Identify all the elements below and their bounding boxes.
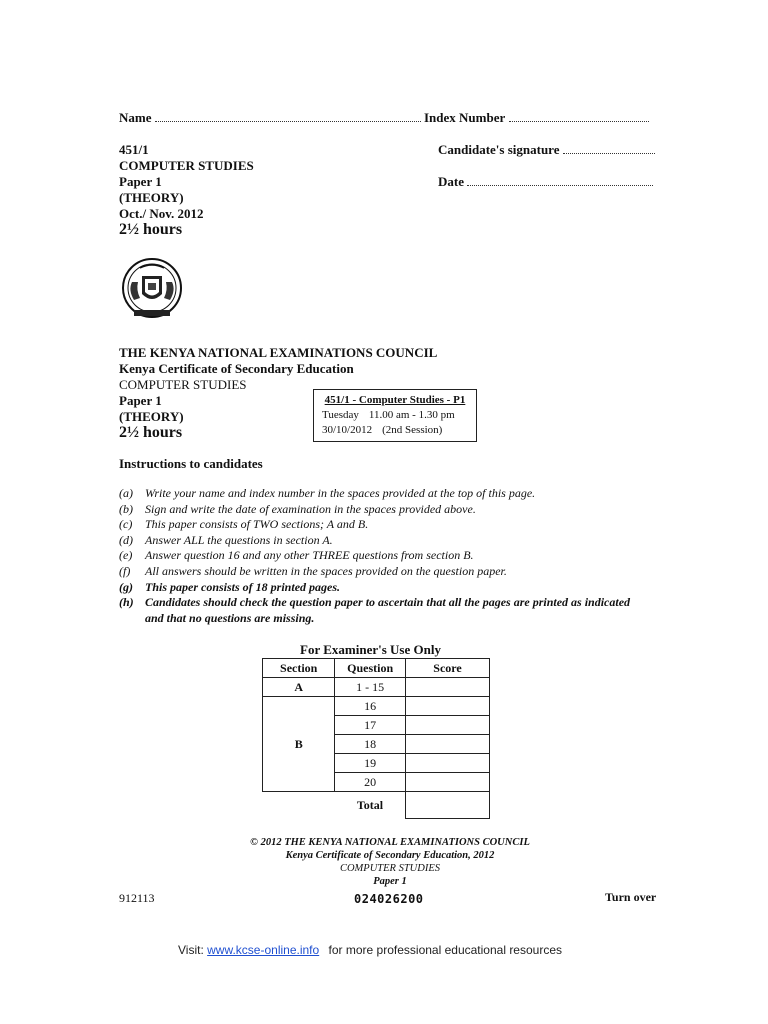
footer-subject: COMPUTER STUDIES (339, 863, 441, 874)
name-dots (155, 110, 421, 122)
total-label: Total (356, 797, 384, 812)
question-cell: 19 (335, 754, 406, 773)
coat-of-arms-logo (120, 256, 184, 326)
instruction-item: (a) Write your name and index number in the spaces provided at the top of this page. (119, 486, 536, 500)
section-a-cell: A (263, 678, 335, 697)
instructions-list (119, 486, 639, 626)
score-cell (405, 773, 489, 792)
instruction-item: (c) This paper consists of TWO sections; A and B. (119, 517, 369, 532)
table-row (263, 697, 490, 716)
table-header-row (263, 659, 490, 678)
timetable-date: 30/10/2012 (322, 424, 373, 436)
col-header-question: Question (335, 659, 406, 678)
promo-prefix: Visit: (178, 943, 204, 957)
promo-suffix: for more professional educational resources (328, 943, 563, 957)
signature-label: Candidate's signature (438, 142, 560, 157)
date-dots (467, 174, 653, 186)
promo-line (178, 943, 562, 957)
turn-over-label: Turn over (605, 890, 657, 904)
instruction-item: (g) This paper consists of 18 printed pages. (119, 579, 341, 594)
instruction-item: (b) Sign and write the date of examination in the spaces provided above. (119, 501, 476, 516)
paper-type: (THEORY) (119, 190, 184, 205)
question-cell: 16 (335, 697, 406, 716)
paper-duration: 2½ hours (119, 221, 183, 238)
section-b-cell: B (263, 697, 335, 792)
instruction-item: (f) All answers should be written in the spaces provided on the question paper. (119, 563, 507, 578)
timetable-day: Tuesday (322, 409, 359, 421)
col-header-section: Section (263, 659, 335, 678)
paper-info (119, 142, 254, 238)
paper-number: Paper 1 (119, 174, 162, 189)
col-header-score: Score (405, 659, 489, 678)
paper-session: Oct./ Nov. 2012 (119, 206, 204, 221)
score-cell (405, 735, 489, 754)
council-certificate: Kenya Certificate of Secondary Education (119, 361, 354, 376)
promo-link[interactable]: www.kcse-online.info (207, 943, 320, 957)
instructions-heading: Instructions to candidates (119, 456, 263, 471)
footer-certificate: Kenya Certificate of Secondary Education, 2012 (285, 850, 495, 861)
score-cell (405, 678, 489, 697)
score-cell (405, 754, 489, 773)
examiner-table-title: For Examiner's Use Only (300, 642, 441, 657)
council-subject: COMPUTER STUDIES (119, 377, 247, 392)
name-label: Name (119, 110, 152, 125)
footer-paper: Paper 1 (373, 876, 407, 887)
name-field (119, 110, 649, 126)
index-number-dots (509, 110, 649, 122)
instruction-item: (d) Answer ALL the questions in section A. (119, 532, 333, 547)
timetable-time: 11.00 am - 1.30 pm (368, 409, 455, 421)
question-cell: 1 - 15 (335, 678, 406, 697)
index-number-label: Index Number (424, 110, 506, 125)
examiner-score-table (262, 658, 490, 819)
instruction-item: (h) Candidates should check the question paper to ascertain that all the pages are printed as indicated and that no questions are missing. (119, 595, 631, 625)
score-cell (405, 716, 489, 735)
footer-copyright: © 2012 THE KENYA NATIONAL EXAMINATIONS COUNCIL (250, 837, 530, 848)
score-cell (405, 697, 489, 716)
instruction-item: (e) Answer question 16 and any other THREE questions from section B. (119, 548, 474, 563)
footer-block (200, 836, 580, 888)
question-cell: 17 (335, 716, 406, 735)
question-cell: 18 (335, 735, 406, 754)
timetable-title: 451/1 - Computer Studies - P1 (324, 394, 466, 406)
barcode-number: 024026200 (354, 892, 424, 906)
date-field (438, 174, 653, 190)
timetable-session: (2nd Session) (382, 424, 443, 436)
date-label: Date (438, 174, 464, 189)
signature-field (438, 142, 655, 158)
council-duration: 2½ hours (119, 424, 183, 441)
question-cell: 20 (335, 773, 406, 792)
timetable-box (313, 389, 477, 442)
council-name: THE KENYA NATIONAL EXAMINATIONS COUNCIL (119, 345, 438, 360)
total-score-cell (405, 792, 489, 819)
signature-dots (563, 142, 655, 154)
paper-code: 451/1 (119, 142, 149, 157)
council-paper: Paper 1 (119, 393, 162, 408)
paper-subject: COMPUTER STUDIES (119, 158, 254, 173)
table-row (263, 678, 490, 697)
council-type: (THEORY) (119, 409, 184, 424)
footer-code: 912113 (119, 891, 155, 905)
table-total-row (263, 792, 490, 819)
